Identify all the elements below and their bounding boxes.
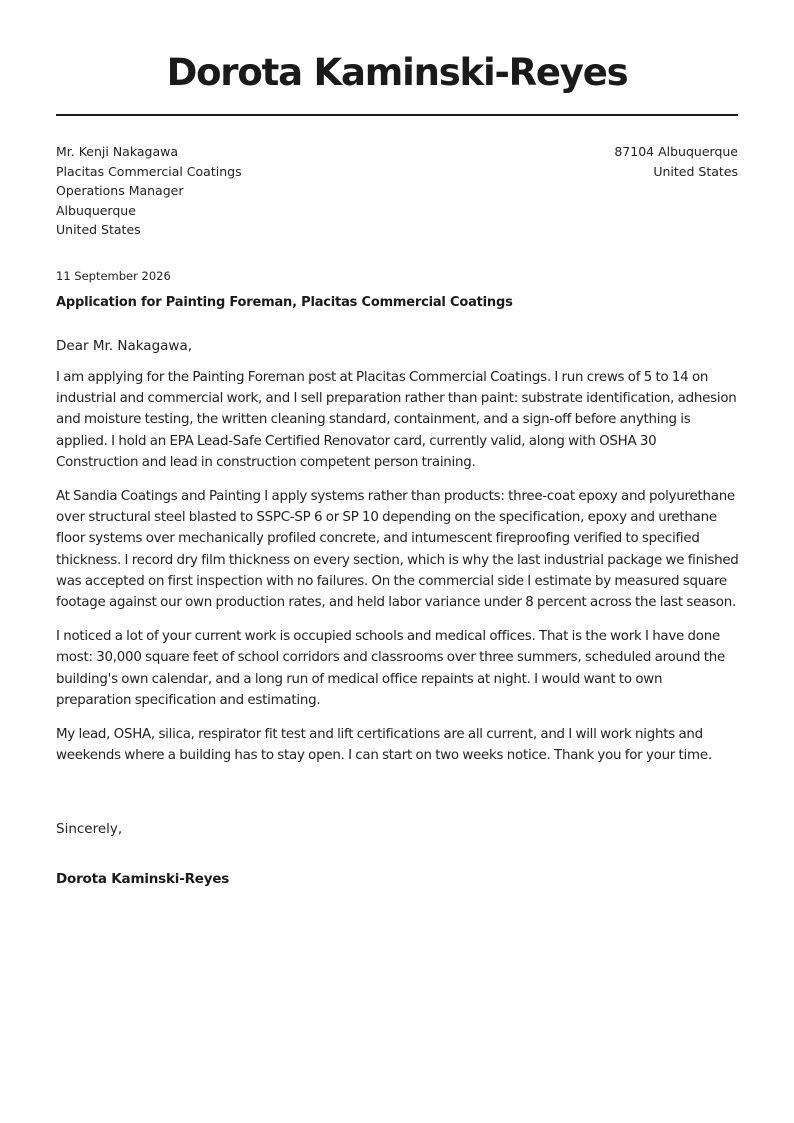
body-paragraph-2: At Sandia Coatings and Painting I apply systems rather than products: three-coat epoxy and polyurethane over structural steel blasted to SSPC-SP 6 or SP 10 depending on the specification, epoxy and urethane floor systems over mechanically profiled concrete, and intumescent fireproofing verified to specified thickness. I record dry film thickness on every section, which is why the last industrial package we finished was accepted on first inspection with no failures. On the commercial side I estimate by measured square footage against our own production rates, and held labor variance under 8 percent across the last season.: [56, 489, 739, 611]
letter-signature: Dorota Kaminski-Reyes: [56, 871, 230, 887]
recipient-company: Placitas Commercial Coatings: [56, 163, 242, 179]
recipient-country: United States: [56, 222, 141, 238]
recipient-city: Albuquerque: [56, 202, 136, 218]
recipient-title: Operations Manager: [56, 183, 184, 199]
letter-body: [56, 367, 740, 779]
letter-date: 11 September 2026: [56, 269, 171, 283]
sender-address: [614, 142, 738, 181]
sender-name-heading: Dorota Kaminski-Reyes: [166, 51, 628, 94]
letter-greeting: Dear Mr. Nakagawa,: [56, 338, 193, 354]
sender-country: United States: [653, 163, 738, 179]
letter-closing: Sincerely,: [56, 821, 123, 837]
recipient-name: Mr. Kenji Nakagawa: [56, 144, 178, 159]
letter-subject: Application for Painting Foreman, Placitas Commercial Coatings: [56, 295, 513, 310]
header-divider: [56, 114, 738, 116]
body-paragraph-3: I noticed a lot of your current work is occupied schools and medical offices. That is the work I have done most: 30,000 square feet of school corridors and classrooms over three summers, scheduled around the building's own calendar, and a long run of medical office repaints at night. I would want to own preparation specification and estimating.: [56, 629, 725, 708]
body-paragraph-4: My lead, OSHA, silica, respirator fit test and lift certifications are all current, and I will work nights and weekends where a building has to stay open. I can start on two weeks notice. Thank you for your time.: [56, 727, 712, 764]
recipient-address: [56, 142, 242, 240]
sender-city: 87104 Albuquerque: [614, 144, 738, 159]
body-paragraph-1: I am applying for the Painting Foreman post at Placitas Commercial Coatings. I run crews of 5 to 14 on industrial and commercial work, and I sell preparation rather than paint: substrate identification, adhesion and moisture testing, the written cleaning standard, containment, and a sign-off before anything is applied. I hold an EPA Lead-Safe Certified Renovator card, currently valid, along with OSHA 30 Construction and lead in construction competent person training.: [56, 370, 737, 470]
